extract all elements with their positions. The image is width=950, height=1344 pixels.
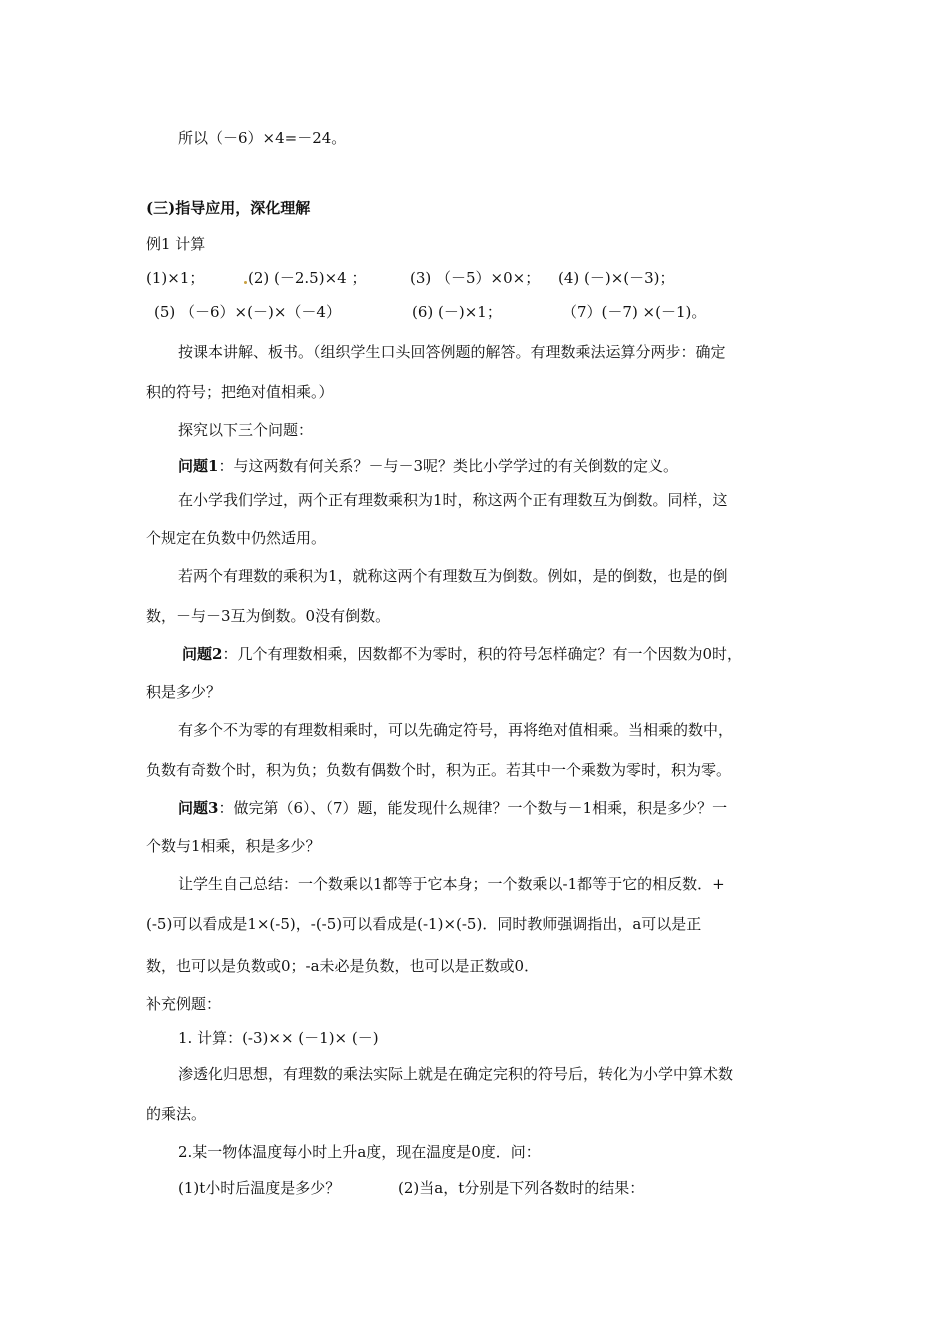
text-line: (-5)可以看成是1×(-5)，-(-5)可以看成是(-1)×(-5)．同时教师强调指出，a可以是正 [146,915,702,933]
question-label: 问题1 [178,457,219,475]
exercise-7: （7）(－7) ×(－1)。 [562,303,707,321]
example-title: 例1 计算 [146,235,206,253]
text-line: 让学生自己总结：一个数乘以1都等于它本身；一个数乘以-1都等于它的相反数．+ [178,875,725,893]
text-line: 1. 计算：(-3)×× (－1)× (－) [178,1029,379,1047]
text-line: 探究以下三个问题： [178,421,314,439]
text-line: 所以（－6）×4=－24。 [178,129,347,147]
text-line: (2)当a，t分别是下列各数时的结果： [398,1179,645,1197]
question-text: ：几个有理数相乘，因数都不为零时，积的符号怎样确定？有一个因数为0时， [222,645,742,663]
text-line: 渗透化归思想，有理数的乘法实际上就是在确定完积的符号后，转化为小学中算术数 [178,1065,734,1083]
exercise-6: (6) (－)×1； [412,303,502,321]
text-line: 个数与1相乘，积是多少？ [146,837,321,855]
exercise-3: (3) （－5）×0×； [410,269,541,287]
stray-mark [244,281,247,284]
question-label: 问题2 [182,645,223,663]
exercise-5: (5) （－6）×(－)×（－4） [154,303,341,321]
text-line: 的乘法。 [146,1105,207,1123]
exercise-4: (4) (－)×(－3)； [558,269,675,287]
text-line: 负数有奇数个时，积为负；负数有偶数个时，积为正。若其中一个乘数为零时，积为零。 [146,761,732,779]
text-line: 积的符号；把绝对值相乘。） [146,383,334,401]
text-line: 补充例题： [146,995,222,1013]
text-line: 在小学我们学过，两个正有理数乘积为1时，称这两个正有理数互为倒数。同样，这 [178,491,728,509]
text-line: 数，也可以是负数或0；-a未必是负数，也可以是正数或0． [146,957,540,975]
text-line: 有多个不为零的有理数相乘时，可以先确定符号，再将绝对值相乘。当相乘的数中， [178,721,734,739]
text-line: 若两个有理数的乘积为1，就称这两个有理数互为倒数。例如，是的倒数，也是的倒 [178,567,728,585]
text-line: 数，－与－3互为倒数。0没有倒数。 [146,607,391,625]
text-line: 个规定在负数中仍然适用。 [146,529,327,547]
section-heading: (三)指导应用，深化理解 [146,199,311,217]
question-1 [178,456,678,476]
text-line: 积是多少？ [146,683,222,701]
exercise-1: (1)×1； [146,269,205,287]
question-3 [178,798,727,818]
question-label: 问题3 [178,799,219,817]
exercise-2: (2) (－2.5)×4 ； [248,269,367,287]
question-text: ：与这两数有何关系？－与－3呢？类比小学学过的有关倒数的定义。 [218,457,678,475]
text-line: 按课本讲解、板书。（组织学生口头回答例题的解答。有理数乘法运算分两步：确定 [178,343,726,361]
text-line: (1)t小时后温度是多少？ [178,1179,341,1197]
text-line: 2.某一物体温度每小时上升a度，现在温度是0度．问： [178,1143,541,1161]
question-2 [182,644,742,664]
question-text: ：做完第（6）、（7）题，能发现什么规律？一个数与－1相乘，积是多少？一 [218,799,728,817]
